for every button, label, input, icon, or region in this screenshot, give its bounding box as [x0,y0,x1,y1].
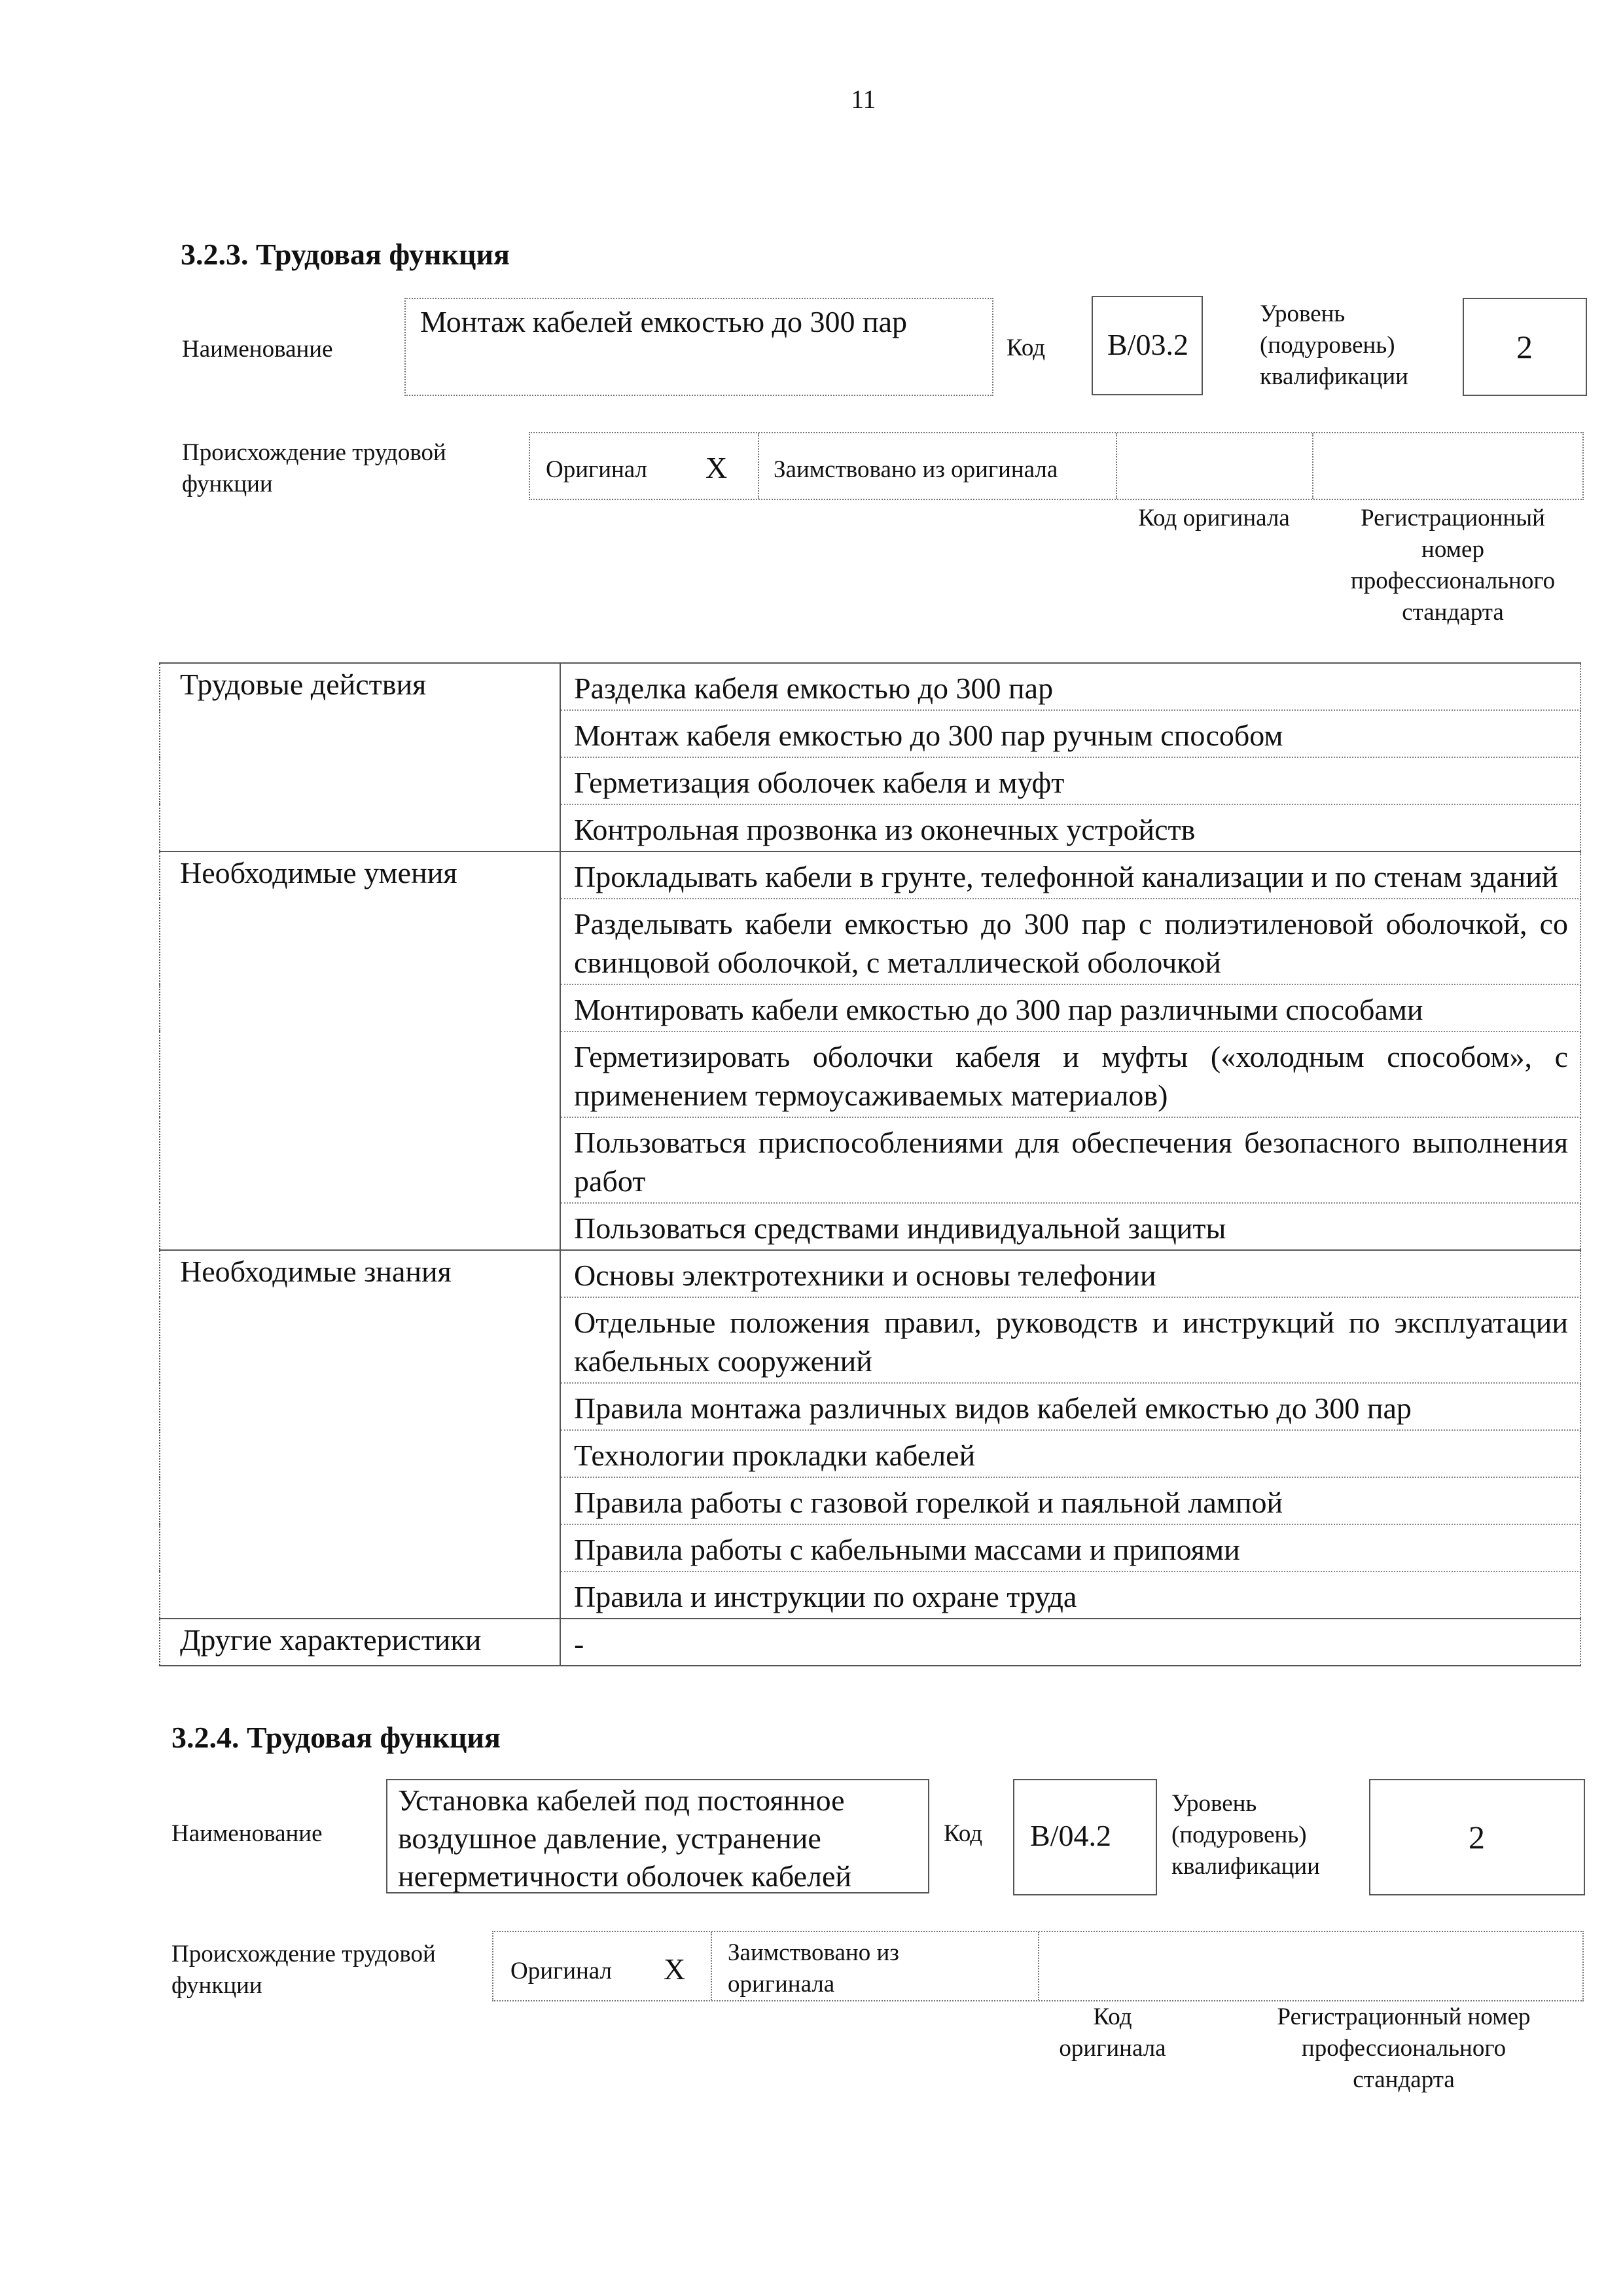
page-number: 11 [851,84,876,114]
other-label: Другие характеристики [160,1619,560,1666]
skill-item: Разделывать кабели емкостью до 300 пар с полиэтиленовой оболочкой, со свинцовой оболочкой, с металлической оболочкой [560,899,1580,984]
level-value-2: 2 [1469,1819,1485,1856]
origin-divider-2-1 [711,1932,713,2000]
table-row [160,852,1580,899]
origin-divider-2 [1116,433,1118,499]
code-label-2: Код [944,1820,983,1847]
labor-action-item: Контрольная прозвонка из оконечных устройств [560,804,1580,852]
name-label: Наименование [182,336,333,363]
code-original-caption-2: Код оригинала [1059,2003,1166,2062]
reg-number-caption-2: Регистрационный номер профессионального стандарта [1277,2003,1531,2093]
code-value-2: B/04.2 [1030,1819,1111,1852]
other-value: - [560,1619,1580,1666]
labor-actions-label: Трудовые действия [160,663,560,852]
origin-divider-1 [758,433,760,499]
origin-divider-2-2 [1038,1932,1041,2000]
code-label: Код [1007,334,1046,361]
level-label: Уровень (подуровень) квалификации [1260,300,1408,390]
function-name-value: Монтаж кабелей емкостью до 300 пар [420,305,907,338]
original-label-2: Оригинал [510,1958,613,1984]
labor-action-item: Герметизация оболочек кабеля и муфт [560,757,1580,804]
function-name-value-2: Установка кабелей под постоянное воздушное давление, устранение негерметичности оболочек кабелей [398,1784,852,1893]
knowledge-item: Правила и инструкции по охране труда [560,1571,1580,1619]
skill-item: Монтировать кабели емкостью до 300 пар различными способами [560,984,1580,1031]
code-box [1092,296,1203,395]
borrowed-label: Заимствовано из оригинала [774,456,1058,483]
knowledge-item: Технологии прокладки кабелей [560,1430,1580,1477]
original-label: Оригинал [546,456,648,483]
function-name-box [404,298,993,396]
knowledge-item: Правила монтажа различных видов кабелей емкостью до 300 пар [560,1383,1580,1430]
skill-item: Пользоваться средствами индивидуальной защиты [560,1203,1580,1250]
reg-number-caption: Регистрационный номер профессионального стандарта [1350,505,1556,626]
code-value: B/03.2 [1107,328,1188,361]
level-box-2 [1369,1779,1585,1895]
code-original-caption: Код оригинала [1138,505,1290,531]
origin-divider-3 [1312,433,1315,499]
knowledge-item: Правила работы с газовой горелкой и паяльной лампой [560,1477,1580,1524]
table-row [160,663,1580,710]
name-label-2: Наименование [171,1820,323,1847]
knowledge-item: Правила работы с кабельными массами и припоями [560,1524,1580,1571]
skill-item: Пользоваться приспособлениями для обеспечения безопасного выполнения работ [560,1117,1580,1203]
section-heading-3-2-3: 3.2.3. Трудовая функция [181,238,510,271]
origin-row-2 [492,1931,1584,2001]
section-heading-3-2-4: 3.2.4. Трудовая функция [171,1721,501,1754]
labor-action-item: Монтаж кабеля емкостью до 300 пар ручным способом [560,710,1580,757]
original-mark-2: X [664,1952,686,1986]
origin-label: Происхождение трудовой функции [182,439,446,497]
table-row [160,1619,1580,1666]
original-mark: X [705,451,728,484]
origin-row [529,432,1584,500]
skill-item: Герметизировать оболочки кабеля и муфты («холодным способом», с применением термоусаживаемых материалов) [560,1031,1580,1117]
level-label-2: Уровень (подуровень) квалификации [1171,1790,1320,1880]
skills-label: Необходимые умения [160,852,560,1250]
origin-label-2: Происхождение трудовой функции [171,1941,436,1999]
function-name-box-2 [386,1779,929,1893]
level-value: 2 [1516,329,1533,365]
table-row [160,1250,1580,1297]
knowledge-item: Основы электротехники и основы телефонии [560,1250,1580,1297]
skill-item: Прокладывать кабели в грунте, телефонной канализации и по стенам зданий [560,852,1580,899]
code-box-2 [1013,1779,1157,1895]
borrowed-label-2: Заимствовано из оригинала [728,1939,899,1998]
labor-function-table [159,662,1581,1666]
knowledge-item: Отдельные положения правил, руководств и инструкций по эксплуатации кабельных сооружений [560,1297,1580,1383]
knowledge-label: Необходимые знания [160,1250,560,1619]
level-box [1463,298,1587,396]
labor-action-item: Разделка кабеля емкостью до 300 пар [560,663,1580,710]
